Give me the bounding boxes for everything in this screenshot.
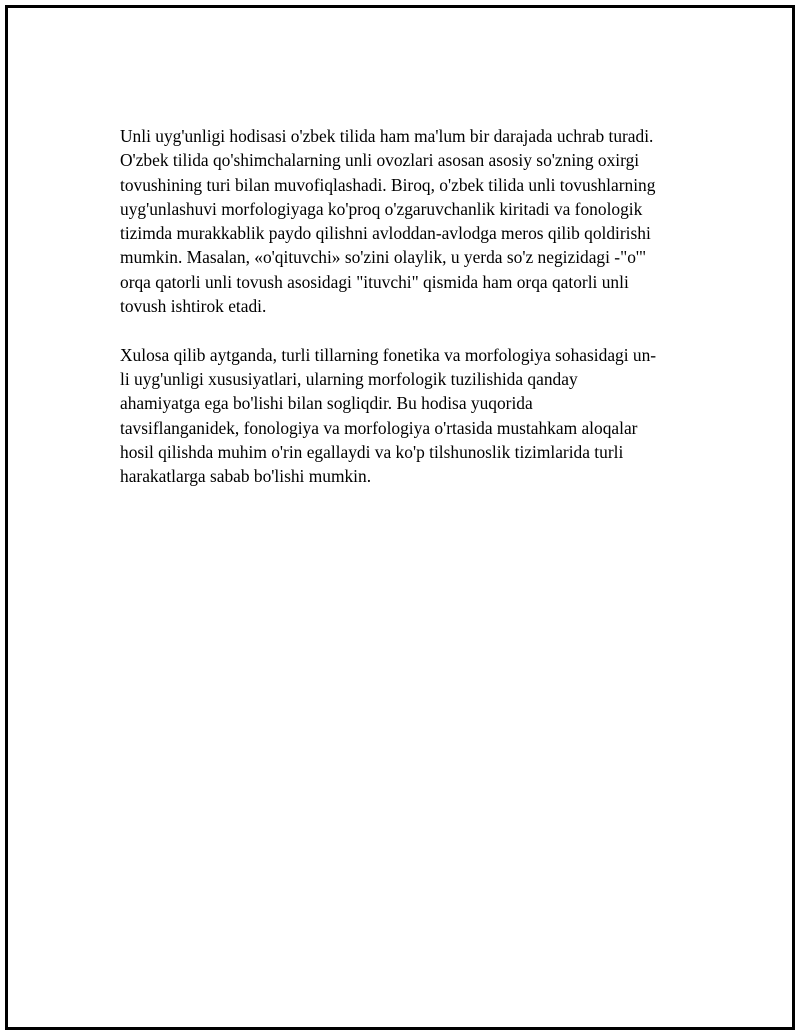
- text-line: mumkin. Masalan, «o'qituvchi» so'zini olaylik, u yerda so'z negizidagi -"o'": [120, 247, 647, 268]
- paragraph-1: [120, 124, 695, 318]
- page-frame: [5, 5, 795, 1030]
- text-line: harakatlarga sabab bo'lishi mumkin.: [120, 466, 372, 487]
- text-line: tizimda murakkablik paydo qilishni avloddan-avlodga meros qilib qoldirishi: [120, 223, 651, 244]
- text-line: tavsiflanganidek, fonologiya va morfologiya o'rtasida mustahkam aloqalar: [120, 417, 638, 438]
- text-line: Xulosa qilib aytganda, turli tillarning fonetika va morfologiya sohasidagi un-: [120, 344, 657, 365]
- text-line: Unli uyg'unligi hodisasi o'zbek tilida ham ma'lum bir darajada uchrab turadi.: [120, 126, 654, 146]
- text-line: ahamiyatga ega bo'lishi bilan sogliqdir. Bu hodisa yuqorida: [120, 393, 533, 414]
- paragraph-2: [120, 343, 695, 489]
- text-line: O'zbek tilida qo'shimchalarning unli ovozlari asosan asosiy so'zning oxirgi: [120, 150, 640, 171]
- document-body: [120, 124, 695, 488]
- text-line: tovushining turi bilan muvofiqlashadi. Biroq, o'zbek tilida unli tovushlarning: [120, 174, 656, 195]
- text-line: hosil qilishda muhim o'rin egallaydi va ko'p tilshunoslik tizimlarida turli: [120, 441, 624, 462]
- text-line: tovush ishtirok etadi.: [120, 296, 267, 317]
- text-line: li uyg'unligi xususiyatlari, ularning morfologik tuzilishida qanday: [120, 368, 578, 389]
- text-line: orqa qatorli unli tovush asosidagi "ituvchi" qismida ham orqa qatorli unli: [120, 271, 629, 292]
- text-line: uyg'unlashuvi morfologiyaga ko'proq o'zgaruvchanlik kiritadi va fonologik: [120, 198, 643, 219]
